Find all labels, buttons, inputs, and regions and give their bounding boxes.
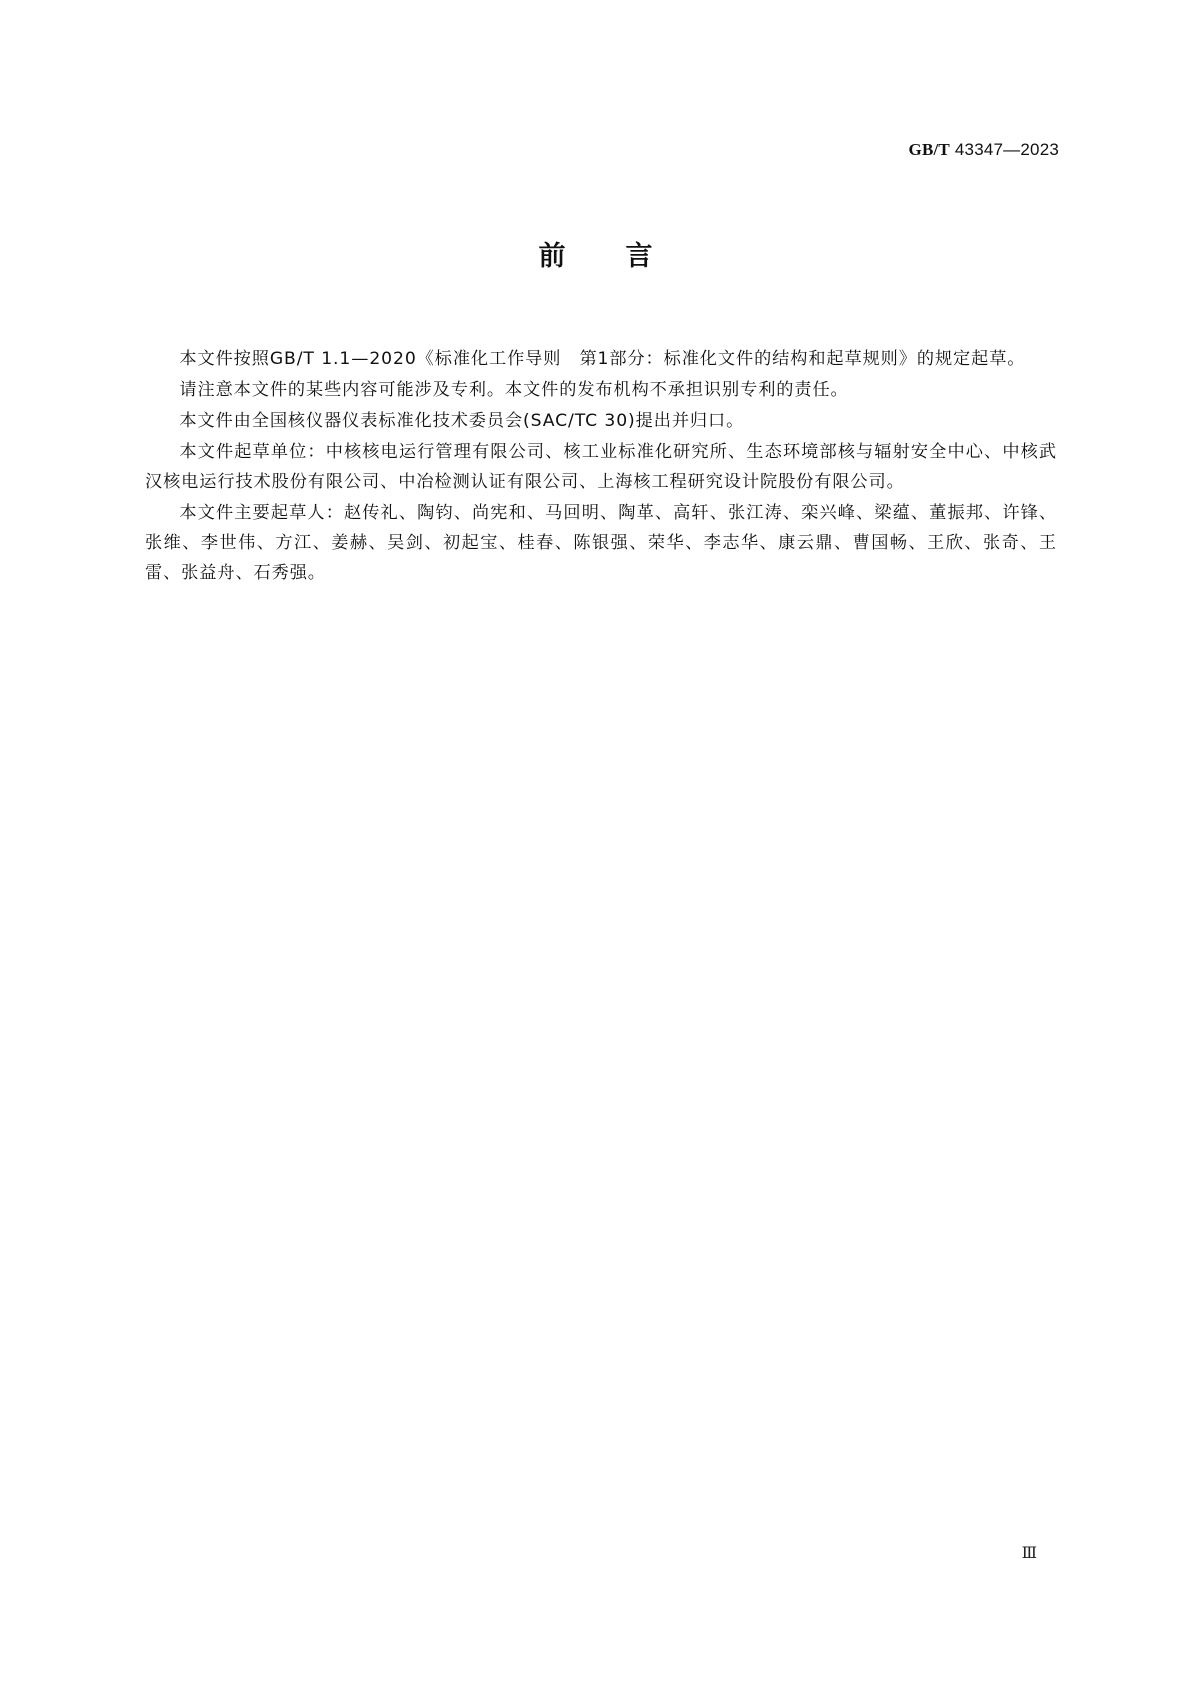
paragraph-drafting-units: 本文件起草单位：中核核电运行管理有限公司、核工业标准化研究所、生态环境部核与辐射安全中心、中核武汉核电运行技术股份有限公司、中冶检测认证有限公司、上海核工程研究设计院股份有限公司。	[145, 442, 1057, 492]
paragraph-proposer: 本文件由全国核仪器仪表标准化技术委员会(SAC/TC 30)提出并归口。	[179, 411, 745, 431]
title-character-1: 前	[538, 241, 566, 272]
standard-code-number: 43347—2023	[954, 140, 1059, 159]
foreword-content	[145, 344, 1057, 589]
title-character-2: 言	[625, 241, 653, 272]
page-title	[0, 240, 1191, 274]
paragraph-drafting-rules: 本文件按照GB/T 1.1—2020《标准化工作导则 第1部分：标准化文件的结构和起草规则》的规定起草。	[179, 349, 1026, 369]
page-number: Ⅲ	[1021, 1545, 1037, 1562]
paragraph-patent-notice: 请注意本文件的某些内容可能涉及专利。本文件的发布机构不承担识别专利的责任。	[179, 380, 849, 400]
paragraph-drafters: 本文件主要起草人：赵传礼、陶钧、尚宪和、马回明、陶革、高轩、张江涛、栾兴峰、梁蕴、董振邦、许锋、张维、李世伟、方江、姜赫、吴剑、初起宝、桂春、陈银强、荣华、李志华、康云鼎、曹国畅、王欣、张奇、王雷、张益舟、石秀强。	[145, 503, 1057, 583]
standard-code	[909, 140, 1059, 160]
standard-code-prefix: GB/T	[908, 140, 950, 159]
